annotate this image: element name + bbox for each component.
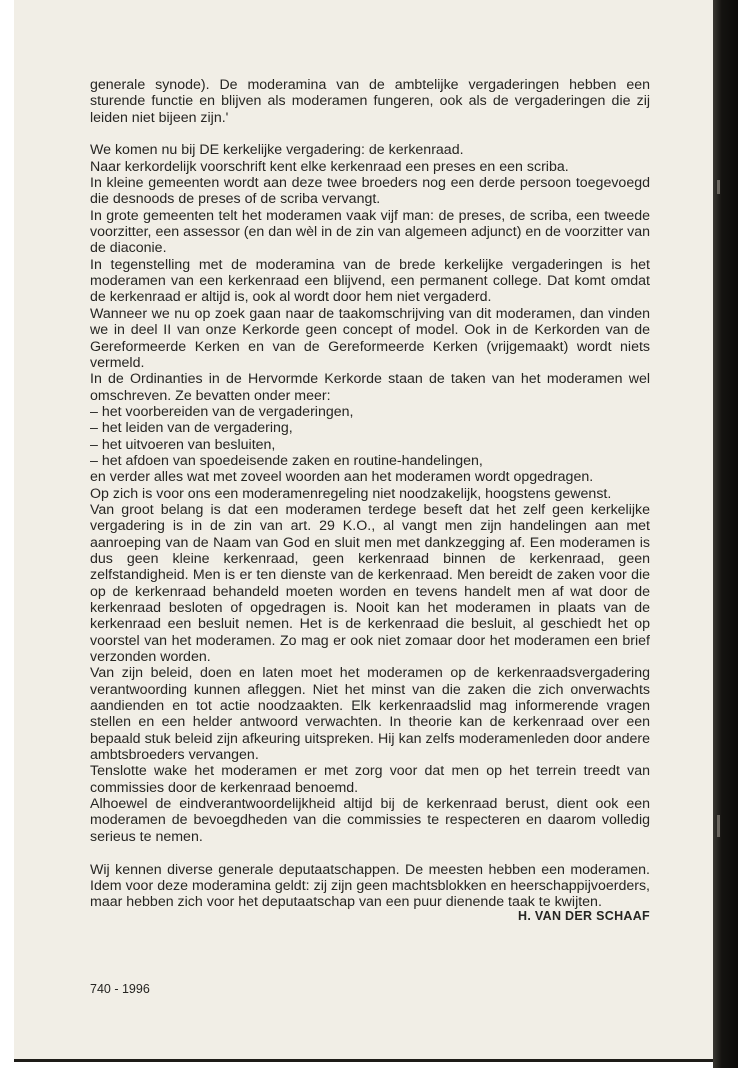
paragraph: en verder alles wat met zoveel woorden aan het moderamen wordt opgedragen. (90, 469, 594, 486)
paragraph: We komen nu bij DE kerkelijke vergadering: de kerkenraad. (90, 142, 464, 159)
paragraph: Naar kerkordelijk voorschrift kent elke kerkenraad een preses en een scriba. (90, 158, 569, 175)
paragraph: In grote gemeenten telt het moderamen vaak vijf man: de preses, de scriba, een tweede voorzitter, een assessor (en dan wèl in de zin van algemeen adjunct) en de voorzitter van de diaconie. (90, 207, 650, 257)
paragraph: In tegenstelling met de moderamina van de brede kerkelijke vergaderingen is het moderamen van een kerkenraad een blijvend, een permanent college. Dat komt omdat de kerkenraad er altijd is, ook al wordt door hem niet vergaderd. (90, 256, 650, 306)
paragraph: Alhoewel de eindverantwoordelijkheid altijd bij de kerkenraad berust, dient ook een moderamen de bevoegdheden van die commissies te respecteren en daarom volledig serieus te nemen. (90, 796, 650, 845)
list-item: – het afdoen van spoedeisende zaken en routine-handelingen, (90, 452, 483, 469)
paragraph: Wij kennen diverse generale deputaatschappen. De meesten hebben een moderamen. Idem voor deze moderamina geldt: zij zijn geen machtsblokken en heerschappijvoerders, maar hebben zich voor het deputaatschap van een puur dienende taak te kwijten. (90, 861, 650, 911)
paragraph: In kleine gemeenten wordt aan deze twee broeders nog een derde persoon toegevoegd die desnoods de preses of de scriba vervangt. (90, 175, 650, 208)
list-item: – het voorbereiden van de vergaderingen, (90, 403, 354, 420)
binding-mark (717, 180, 720, 194)
list-item: – het leiden van de vergadering, (90, 420, 293, 437)
article-body (90, 77, 650, 911)
paragraph: In de Ordinanties in de Hervormde Kerkorde staan de taken van het moderamen wel omschreven. Ze bevatten onder meer: (90, 371, 650, 404)
paragraph: Van groot belang is dat een moderamen terdege beseft dat het zelf geen kerkelijke vergadering is in de zin van art. 29 K.O., al vangt men zijn handelingen aan met aanroeping van de Naam van God en sluit men met dankzegging af. Een moderamen is dus geen kleine kerkenraad, geen kerkenraad binnen de kerkenraad, geen zelfstandigheid. Men is er ten dienste van de kerkenraad. Men bereidt de zaken voor die op de kerkenraad behandeld moeten worden en tevens handelt men af wat door de kerkenraad besloten of opgedragen is. Nooit kan het moderamen in plaats van de kerkenraad een besluit nemen. Het is de kerkenraad die besluit, al geschiedt het op voorstel van het moderamen. Zo mag er ook niet zomaar door het moderamen een brief verzonden worden. (90, 501, 650, 666)
binding-mark (717, 815, 720, 837)
paragraph: Op zich is voor ons een moderamenregeling niet noodzakelijk, hoogstens gewenst. (90, 485, 612, 502)
author-signature: H. VAN DER SCHAAF (518, 909, 650, 923)
scan-binding-edge (713, 0, 738, 1068)
scan-margin-left (0, 0, 14, 1068)
paragraph: Van zijn beleid, doen en laten moet het moderamen op de kerkenraadsvergadering verantwoording kunnen afleggen. Niet het minst van die zaken die zich onverwachts aandienden en tot actie noodzaakten. Elk kerkenraadslid mag informerende vragen stellen en een helder antwoord verwachten. In theorie kan de kerkenraad over een bepaald stuk beleid zijn afkeuring uitspreken. Hij kan zelfs moderamenleden door andere ambtsbroeders vervangen. (90, 665, 650, 764)
page-number: 740 - 1996 (90, 982, 150, 996)
paragraph: Tenslotte wake het moderamen er met zorg voor dat men op het terrein treedt van commissies door de kerkenraad benoemd. (90, 763, 650, 796)
paragraph: Wanneer we nu op zoek gaan naar de taakomschrijving van dit moderamen, dan vinden we in deel II van onze Kerkorde geen concept of model. Ook in de Kerkorden van de Gereformeerde Kerken en van de Gereformeerde Kerken (vrijgemaakt) wordt niets vermeld. (90, 305, 650, 371)
paragraph: generale synode). De moderamina van de ambtelijke vergaderingen hebben een sturende functie en blijven als moderamen fungeren, ook als de vergaderingen die zij leiden niet bijeen zijn.' (90, 77, 650, 126)
list-item: – het uitvoeren van besluiten, (90, 436, 276, 453)
